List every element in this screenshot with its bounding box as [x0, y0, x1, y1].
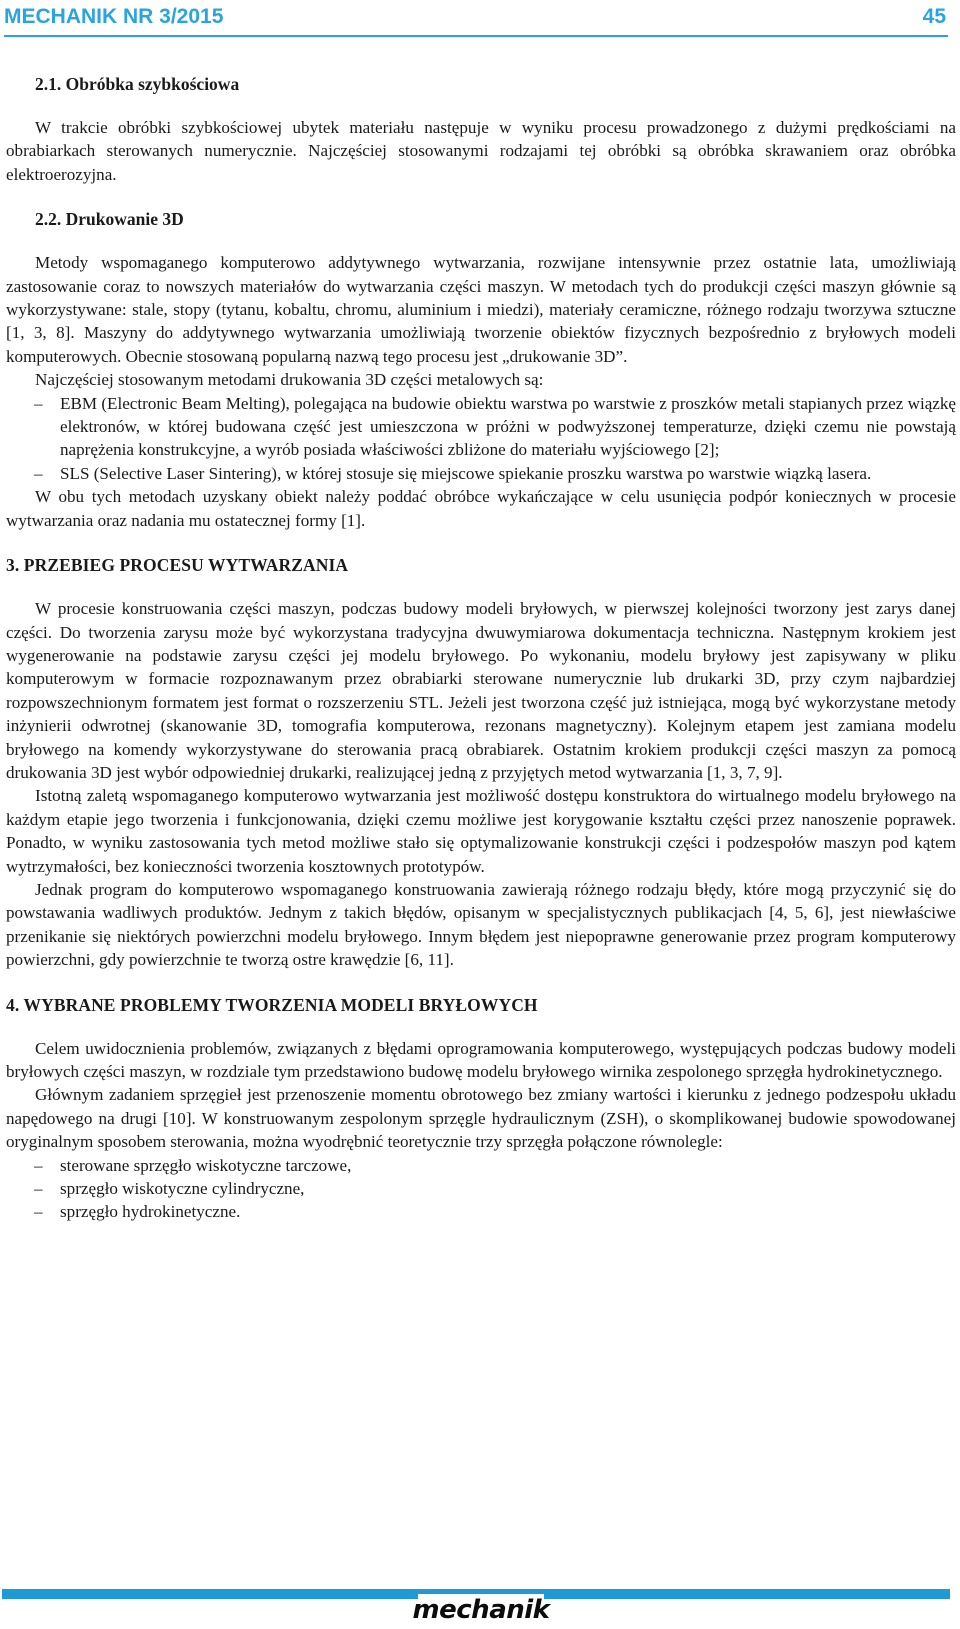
list-item: – sprzęgło wiskotyczne cylindryczne,	[6, 1177, 956, 1200]
paragraph: Najczęściej stosowanym metodami drukowania 3D części metalowych są:	[35, 370, 544, 390]
dash-marker: –	[34, 1155, 43, 1175]
paragraph: W obu tych metodach uzyskany obiekt należy poddać obróbce wykańczające w celu usunięcia podpór koniecznych w procesie wytwarzania oraz nadania mu ostatecznej formy [1].	[6, 487, 956, 530]
list-item: – sterowane sprzęgło wiskotyczne tarczowe,	[6, 1154, 956, 1177]
section-3-heading: 3. PRZEBIEG PROCESU WYTWARZANIA	[6, 555, 349, 576]
couplings-list	[6, 1154, 956, 1224]
article-body	[6, 73, 956, 1224]
dash-marker: –	[34, 463, 43, 483]
list-item: – sprzęgło hydrokinetyczne.	[6, 1200, 956, 1223]
section-2-2-heading: 2.2. Drukowanie 3D	[35, 209, 184, 230]
dash-marker: –	[34, 1179, 43, 1199]
dash-marker: –	[34, 1202, 43, 1222]
journal-title: MECHANIK NR 3/2015	[4, 5, 224, 28]
section-2-1-heading: 2.1. Obróbka szybkościowa	[35, 74, 240, 94]
mechanik-logo	[412, 1594, 550, 1626]
paragraph: Celem uwidocznienia problemów, związanych z błędami oprogramowania komputerowego, występujących podczas budowy modeli bryłowych części maszyn, w rozdziale tym przedstawiono budowę modelu bryłowego wirnika zespolonego sprzęgła hydrokinetycznego.	[6, 1038, 956, 1081]
list-item: – EBM (Electronic Beam Melting), polegająca na budowie obiektu warstwa po warstwie z proszków metali stapianych przez wiązkę elektronów, w której budowana część jest umieszczona w próżni w podwyższonej temperaturze, dzięki czemu nie powstają naprężenia konstrukcyjne, a wyrób posiada właściwości zbliżone do materiału wyjściowego [2];	[34, 393, 956, 460]
paragraph: Jednak program do komputerowo wspomaganego konstruowania zawierają różnego rodzaju błędy, które mogą przyczynić się do powstawania wadliwych produktów. Jednym z takich błędów, opisanym w specjalistycznych publikacjach [4, 5, 6], jest niewłaściwe przenikanie się niektórych powierzchni modelu bryłowego. Innym błędem jest niepoprawne generowanie przez program komputerowy powierzchni, gdy powierzchnie te tworzą ostre krawędzie [6, 11].	[6, 879, 956, 970]
paragraph: Głównym zadaniem sprzęgieł jest przenoszenie momentu obrotowego bez zmiany wartości i kierunku z jednego podzespołu układu napędowego na drugi [10]. W konstruowanym zespolonym sprzęgle hydraulicznym (ZSH), o skomplikowanej budowie spowodowanej oryginalnym sposobem sterowania, można wyodrębnić teoretycznie trzy sprzęgła połączone równolegle:	[6, 1085, 956, 1152]
paragraph: Metody wspomaganego komputerowo addytywnego wytwarzania, rozwijane intensywnie przez ostatnie lata, umożliwiają zastosowanie coraz to nowszych materiałów do wytwarzania części maszyn. W metodach tych do produkcji części maszyn głównie są wykorzystywane: stale, stopy (tytanu, kobaltu, chromu, aluminium i miedzi), materiały ceramiczne, różnego rodzaju tworzywa sztuczne [1, 3, 8]. Maszyny do addytywnego wytwarzania umożliwiają tworzenie obiektów fizycznych bezpośrednio z bryłowych modeli komputerowych. Obecnie stosowaną popularną nazwą tego procesu jest „drukowanie 3D”.	[6, 253, 956, 366]
paragraph: W procesie konstruowania części maszyn, podczas budowy modeli bryłowych, w pierwszej kolejności tworzony jest zarys danej części. Do tworzenia zarysu może być wykorzystana tradycyjna dwuwymiarowa dokumentacja techniczna. Następnym krokiem jest wygenerowanie na podstawie zarysu części jej modelu bryłowego. Po wykonaniu, modelu bryłowy jest zapisywany w pliku komputerowym w formacie rozpoznawanym przez obrabiarki sterowane numerycznie lub drukarki 3D, przy czym najbardziej rozpowszechnionym formatem jest format o rozszerzeniu STL. Jeżeli jest tworzona część już istniejąca, mogą być wykorzystane metody inżynierii odwrotnej (skanowanie 3D, tomografia komputerowa, rezonans magnetyczny). Kolejnym etapem jest zamiana modelu bryłowego na komendy wykorzystywane do sterowania pracą obrabiarek. Ostatnim krokiem produkcji części maszyn za pomocą drukowania 3D jest wybór odpowiedniej drukarki, realizującej jedną z przyjętych metod wytwarzania [1, 3, 7, 9].	[6, 599, 956, 782]
section-4-heading: 4. WYBRANE PROBLEMY TWORZENIA MODELI BRYŁOWYCH	[6, 994, 538, 1015]
running-header	[4, 3, 948, 37]
paragraph: Istotną zaletą wspomaganego komputerowo wytwarzania jest możliwość dostępu konstruktora do wirtualnego modelu bryłowego na każdym etapie jego tworzenia i funkcjonowania, dzięki czemu możliwe jest korygowanie kształtu części przez nanoszenie poprawek. Ponadto, w wyniku zastosowania tych metod możliwe stało się optymalizowanie konstrukcji części i podzespołów maszyn pod kątem wytrzymałości, bez konieczności tworzenia kosztownych prototypów.	[6, 786, 956, 876]
logo-text: mechanik	[412, 1595, 550, 1625]
paragraph: W trakcie obróbki szybkościowej ubytek materiału następuje w wyniku procesu prowadzonego z dużymi prędkościami na obrabiarkach sterowanych numerycznie. Najczęściej stosowanymi rodzajami tej obróbki są obróbka skrawaniem oraz obróbka elektroerozyjna.	[6, 118, 956, 184]
list-item: – SLS (Selective Laser Sintering), w której stosuje się miejscowe spiekanie proszku warstwa po warstwie wiązką lasera.	[6, 462, 956, 485]
page-number: 45	[922, 5, 946, 28]
methods-list	[6, 392, 956, 486]
dash-marker: –	[34, 393, 43, 413]
